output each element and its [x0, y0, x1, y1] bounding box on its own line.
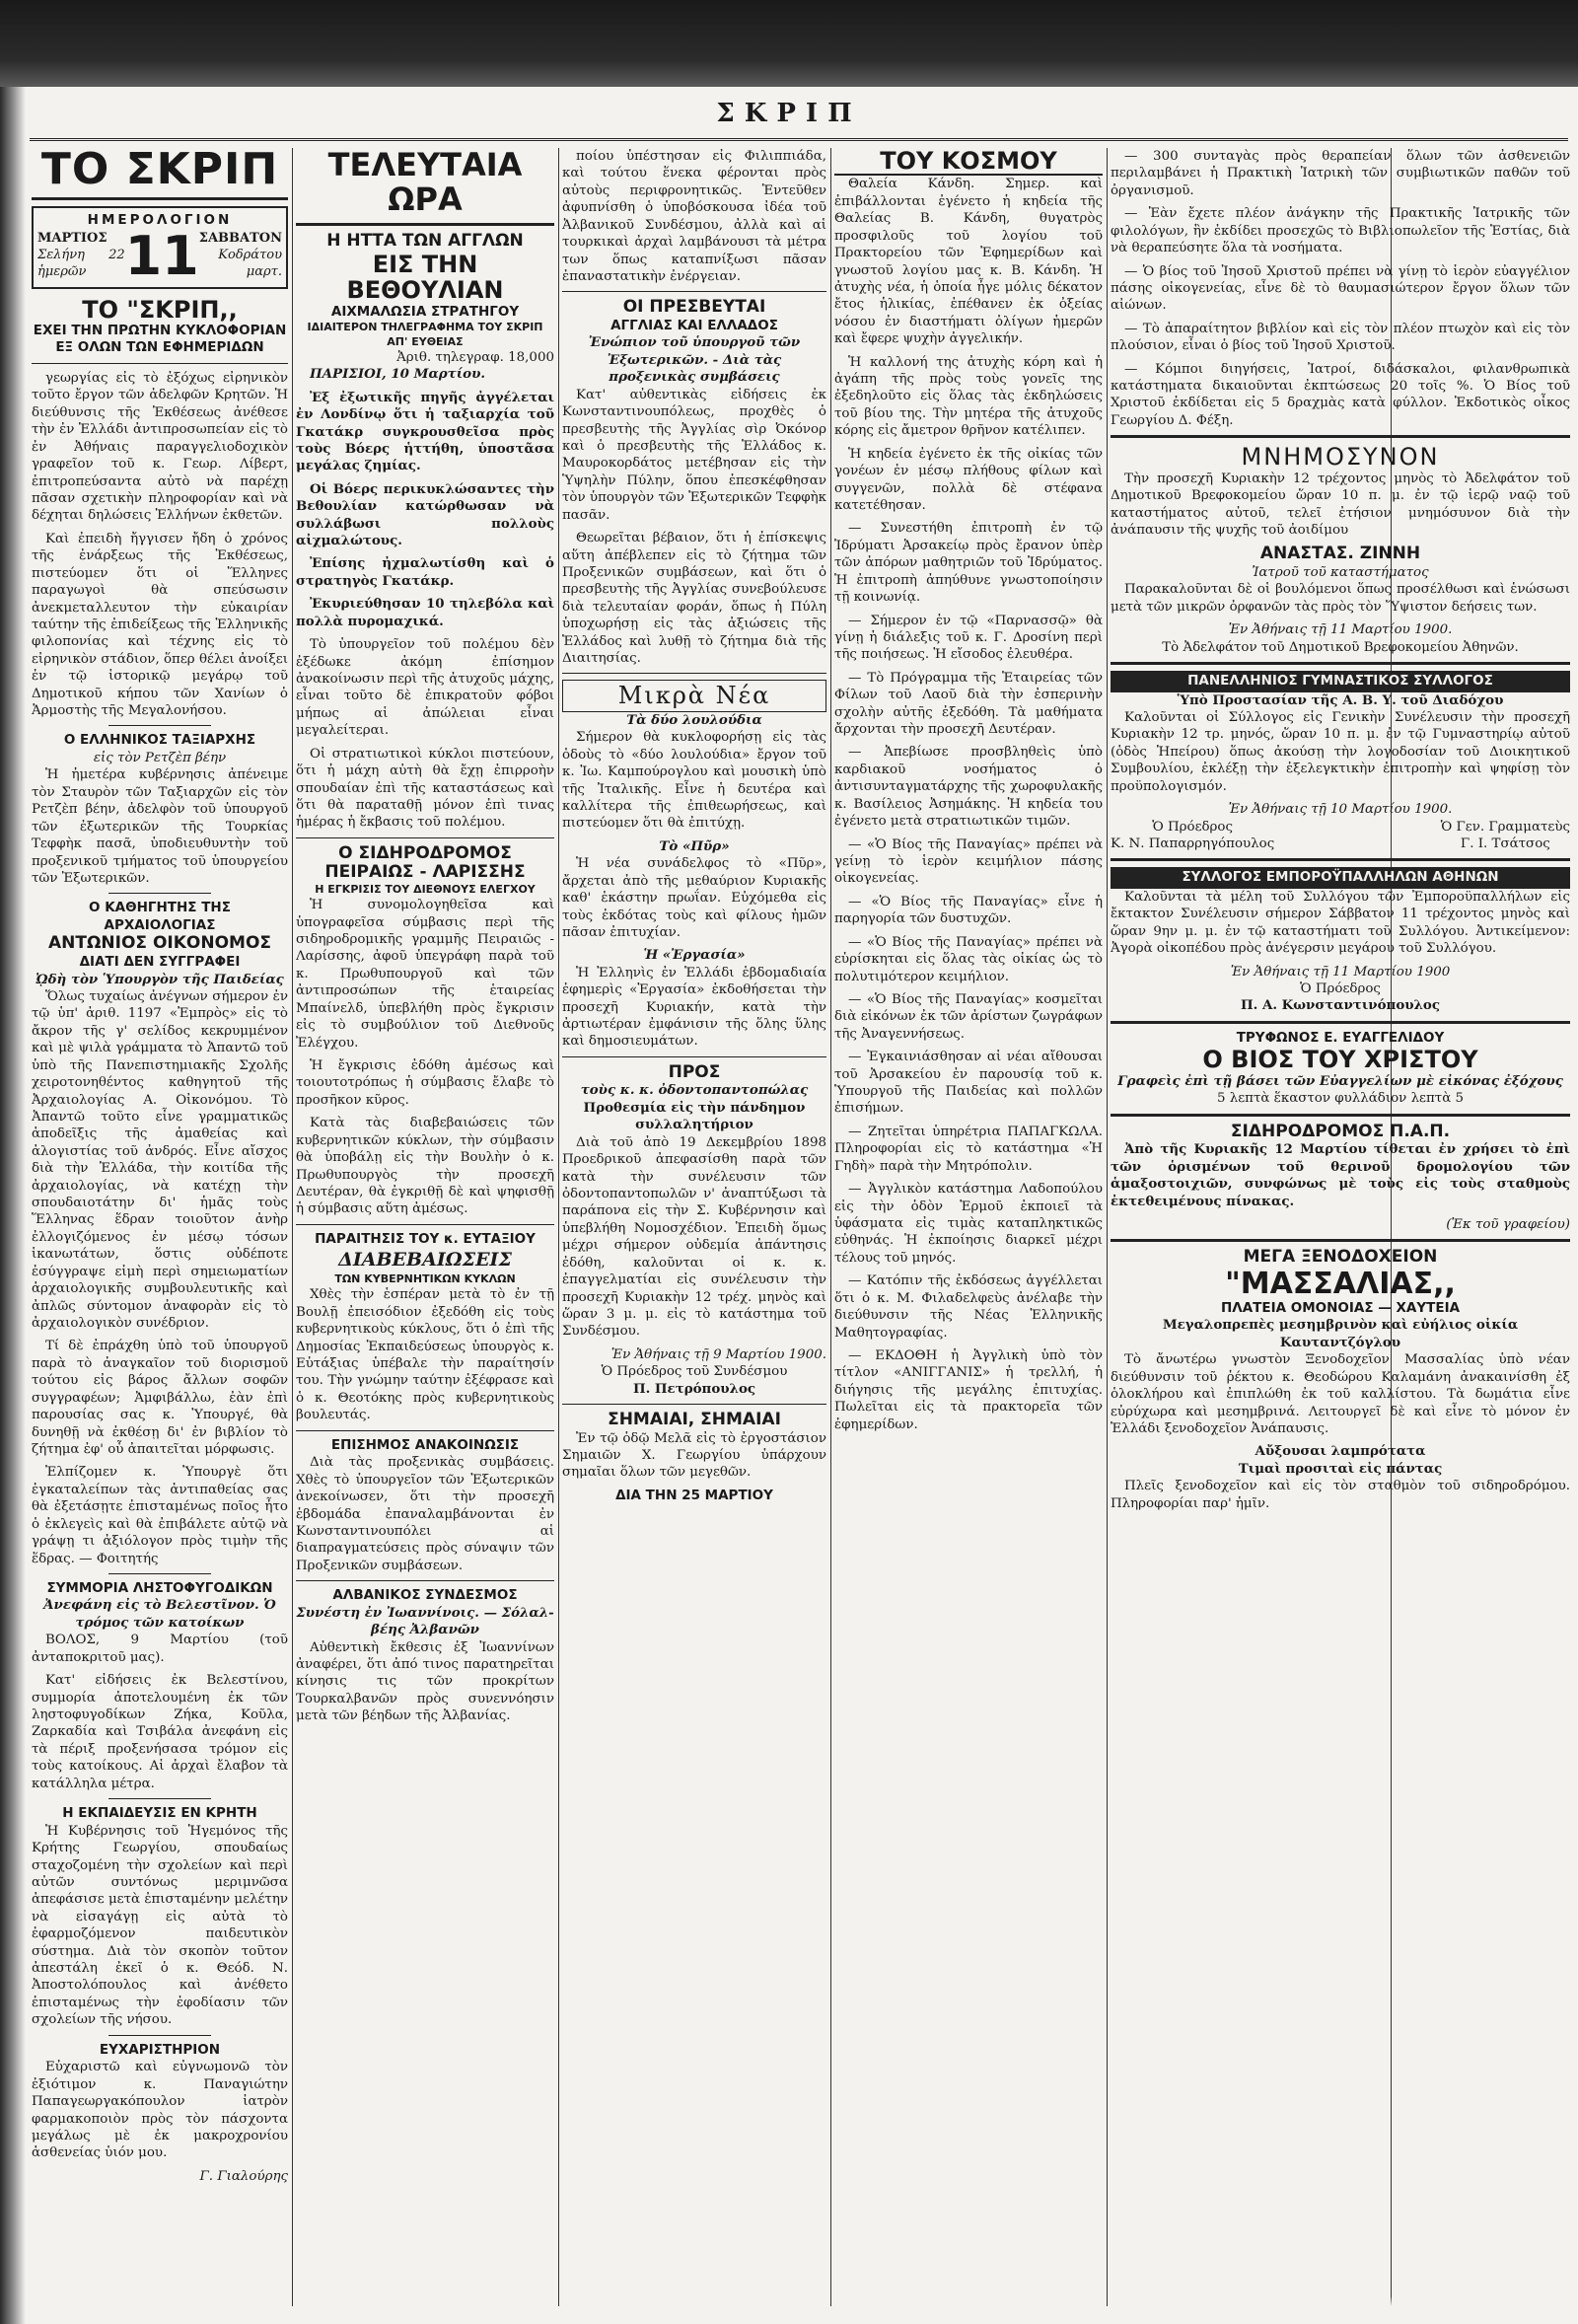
article-heading: ΑΝΤΩΝΙΟΣ ΟΙΚΟΝΟΜΟΣ — [47, 933, 272, 954]
calendar-box — [32, 206, 288, 289]
notice-subheading-2: Προθεσμία εἰς τὴν πάνδημον συλλαλητήριον — [583, 1099, 806, 1133]
article-text: Τί δὲ ἐπράχθη ὑπὸ τοῦ ὑπουργοῦ παρὰ τὸ ἀναγκαῖον τοῦ διορισμοῦ τούτου εἰς βάρος ἄλλων σοφῶν συγγραφέων; Ἀμφιβάλλω, ἐὰν ἐπὶ παρουσίας σας κ. Ὑπουργέ, θὰ δυνηθῇ νὰ ἐκθέσῃ δι' ἐν βιβλίον τὸ ζήτημα ἐφ' οὗ ἀπαιτεῖται μόρφωσις. — [32, 1339, 288, 1457]
article-text: Ἐξ ἐξωτικῆς πηγῆς ἀγγέλεται ἐν Λονδίνῳ ὅτι ἡ ταξιαρχία τοῦ Γκατάκρ συγκρουσθεῖσα πρὸς τοὺς Βόερς ἡττήθη, ὑποστᾶσα μεγάλας ζημίας. — [296, 389, 554, 474]
article-text: Ἡ Κυβέρνησις τοῦ Ἡγεμόνος τῆς Κρήτης Γεωργίου, σπουδαίως σταχοζομένη τὴν σχολείων καὶ περὶ αὐτῶν συντόνως μεριμνῶσα ἀπεφάσισε μετὰ ἐπισταμένην μελέτην νὰ εἰσαγάγῃ εἰς αὐτὰ τὸ ἐφαρμοζόμενον παιδευτικὸν σύστημα. Διὰ τὸν σκοπὸν τοῦτον ἀπεστάλη ἐκεῖ ὁ κ. Θεόδ. Ν. Ἀποστολόπουλος καὶ ἀνέθετο ἐπισταμένως τὴν ἐφοδίασιν τῶν σχολείων τῆς νήσου. — [32, 1823, 288, 2028]
ad-heading: ΣΗΜΑΙΑΙ, ΣΗΜΑΙΑΙ — [608, 1410, 781, 1430]
article-signature: Γ. Γιαλούρης — [199, 2168, 288, 2184]
article-text: Αὐθεντικὴ ἔκθεσις ἐξ Ἰωαννίνων ἀναφέρει, ὅτι ἀπό τινος παρατηρεῖται κίνησις τις τῶν προκρίτων Τουρκαλβανῶν πρὸς συνεννόησιν μετὰ τῶν βέηδων τῆς Ἀλβανίας. — [296, 1639, 554, 1724]
article-subheading-2: ΙΔΙΑΙΤΕΡΟΝ ΤΗΛΕΓΡΑΦΗΜΑ ΤΟΥ ΣΚΡΙΠ ΑΠ' ΕΥΘΕΙΑΣ — [307, 321, 543, 348]
article-text: Ἡ συνομολογηθεῖσα καὶ ὑπογραφεῖσα σύμβασις περὶ τῆς σιδηροδρομικῆς γραμμῆς Πειραιῶς - Λαρίσσης, ἀφοῦ ὑπεγράφη παρὰ τοῦ κ. Πρωθυπουργοῦ καὶ τῶν ἀντιπροσώπων τῆς ἑταιρείας Μπαίνελδ, ὑπεβλήθη πρὸς ἔγκρισιν εἰς τὸ συμβούλιον τοῦ Διεθνοῦς Ἐλέγχου. — [296, 898, 554, 1051]
article-heading: ΕΠΙΣΗΜΟΣ ΑΝΑΚΟΙΝΩΣΙΣ — [330, 1436, 520, 1453]
circulation-headline: ΤΟ "ΣΚΡΙΠ,, — [82, 295, 238, 324]
memorial-role: Ἰατροῦ τοῦ καταστήματος — [1252, 564, 1429, 580]
article-text: Τὸ ὑπουργεῖον τοῦ πολέμου δὲν ἐξέδωκε ἀκόμη ἐπίσημον ἀνακοίνωσιν περὶ τῆς ἀτυχοῦς μάχης, εἶναι τοῦτο δὲ ἐπικρατοῦν φόβοι μήπως αἱ ἀπώλειαι εἶναι μεγαλείτεραι. — [296, 637, 554, 739]
hotel-address: ΠΛΑΤΕΙΑ ΟΜΟΝΟΙΑΣ — ΧΑΥΤΕΙΑ — [1220, 1299, 1461, 1316]
notice-text: Διὰ τοῦ ἀπὸ 19 Δεκεμβρίου 1898 Προεδρικοῦ ἀπεφασίσθη παρὰ τῶν κατὰ τὴν συνέλευσιν τῶν ὀδοντοπαντοπωλῶν ν' ἀναπτύξωσι τὰ παράπονα εἰς τὴν Σ. Κυβέρνησιν καὶ ὑπεβλήθη Νομοσχέδιον. Ἐπειδὴ ὅμως μέχρι σήμερον οὐδεμία ἀπάντησις ἐδόθη, καλοῦνται οἱ κ. κ. ἐπαγγελματίαι εἰς συνέλευσιν τὴν προσεχῆ Κυριακὴν 12 τρέχ. μηνὸς καὶ ὥραν 3 μ. μ. εἰς τὸ κατάστημα τοῦ Συνδέσμου. — [562, 1134, 826, 1340]
notice-signature: Ὁ Γεν. Γραμματεὺς — [1440, 819, 1570, 835]
scan-top-edge — [0, 0, 1578, 87]
memorial-text: Παρακαλοῦνται δὲ οἱ βουλόμενοι ὅπως προσέλθωσι καὶ ἑνώσωσι μετὰ τῶν μικρῶν ὀρφανῶν τὰς πρὸς τὸν Ὕψιστον δεήσεις των. — [1111, 582, 1570, 615]
article-heading: ΟΙ ΠΡΕΣΒΕΥΤΑΙ — [622, 297, 766, 318]
column-divider — [558, 148, 559, 2306]
society-text: Θαλεία Κάνδη. Σημερ. καὶ ἐπιβάλλονται ἐγένετο ἡ κηδεία τῆς Θαλείας Β. Κάνδη, θυγατρὸς προσφιλοῦς τοῦ λογίου τοῦ Πρακτορείου τῶν Ἐφημερίδων καὶ γνωστοῦ λογίου μας κ. Β. Κάνδη. Ἡ ἀτυχὴς νέα, ἡ ὁποία ἦγε μόλις δέκατον ἔτος ἡλικίας, ἐπέθανεν ἐκ ὀξείας νόσου ἐν διαστήματι ὀλίγων ἡμερῶν καὶ ἔφερε ψυχὴν ἀγγελικήν. — [834, 177, 1103, 347]
notice-heading: ΠΡΟΣ — [668, 1061, 721, 1082]
book-title: Ο ΒΙΟΣ ΤΟΥ ΧΡΙΣΤΟΥ — [1202, 1046, 1478, 1074]
calendar-heading: ΗΜΕΡΟΛΟΓΙΟΝ — [87, 212, 233, 228]
article-text: Ἐκυριεύθησαν 10 τηλεβόλα καὶ πολλὰ πυρομαχικά. — [296, 596, 554, 629]
book-subtitle: Γραφεὶς ἐπὶ τῇ βάσει τῶν Εὐαγγελίων μὲ εἰκόνας ἐξόχους — [1117, 1072, 1563, 1089]
article-text: Διὰ τὰς προξενικὰς συμβάσεις. Χθὲς τὸ ὑπουργεῖον τῶν Ἐξωτερικῶν ἀνεκοίνωσεν, ὅτι τὴν προσεχῆ ἑβδομάδα ἐπαναλαμβάνονται ἐν Κωνσταντινουπόλει αἱ διαπραγματεύσεις πρὸς σύναψιν τῶν Προξενικῶν συμβάσεων. — [296, 1455, 554, 1573]
section-heading: ΤΟΥ ΚΟΣΜΟΥ — [834, 148, 1103, 176]
memorial-text: Τὴν προσεχῆ Κυριακὴν 12 τρέχοντος μηνὸς τὸ Ἀδελφάτον τοῦ Δημοτικοῦ Βρεφοκομείου ὥραν 10 π. μ. ἐν τῷ ἱερῷ ναῷ τοῦ καταστήματος αὐτοῦ, τελεῖ ἐτήσιον μνημόσυνον διὰ τὴν ἀνάπαυσιν τῆς ψυχῆς τοῦ ἀοιδίμου — [1111, 471, 1570, 538]
article-subheading: Ἐνώπιον τοῦ ὑπουργοῦ τῶν Ἐξωτερικῶν. - Διὰ τὰς προξενικὰς συμβάσεις — [588, 334, 801, 386]
railway-heading: ΣΙΔΗΡΟΔΡΟΜΟΣ Π.Α.Π. — [1230, 1121, 1451, 1141]
article-dateline: ΠΑΡΙΣΙΟΙ, 10 Μαρτίου. — [310, 366, 486, 383]
article-subheading: Η ΕΓΚΡΙΣΙΣ ΤΟΥ ΔΙΕΘΝΟΥΣ ΕΛΕΓΧΟΥ — [315, 882, 536, 896]
society-text: — Ζητεῖται ὑπηρέτρια ΠΑΠΑΓΚΩΛΑ. Πληροφορίαι εἰς τὸ κατάστημα «Ἡ Γηδὴ» παρὰ τὴν Μητρόπολιν. — [834, 1124, 1103, 1174]
notice-subheading: Ὑπὸ Προστασίαν τῆς Α. Β. Υ. τοῦ Διαδόχου — [1177, 691, 1504, 708]
article-text: Οἱ Βόερς περικυκλώσαντες τὴν Βεθουλίαν κατώρθωσαν νὰ συλλάβωσι πολλοὺς αἰχμαλώτους. — [296, 480, 554, 549]
ad-footer: ΔΙΑ ΤΗΝ 25 ΜΑΡΤΙΟΥ — [615, 1487, 773, 1503]
ad-line: — 300 συνταγὰς πρὸς θεραπείαν ὅλων τῶν ἀσθενειῶν περιλαμβάνει ἡ Πρακτικὴ Ἰατρικὴ τῶν συμβιωτικῶν παθῶν τοῦ ὀργανισμοῦ. — [1111, 149, 1570, 198]
notice-text: Καλοῦνται οἱ Σύλλογος εἰς Γενικὴν Συνέλευσιν τὴν προσεχῆ Κυριακὴν 12 τρ. μηνός, ὥραν 10 π. μ. ἐν τῷ Γυμναστηρίῳ αὐτοῦ (ὁδὸς Ἡπείρου) ὅπως ἀκούσῃ τὴν λογοδοσίαν τοῦ Διοικητικοῦ Συμβουλίου, ἐκλέξῃ τὴν ἐξελεγκτικὴν ἐπιτροπὴν καὶ ψηφίσῃ τὸν προϋπολογισμόν. — [1111, 710, 1570, 794]
railway-text: Ἀπὸ τῆς Κυριακῆς 12 Μαρτίου τίθεται ἐν χρήσει τὸ ἐπὶ τῶν ὁρισμένων τοῦ θερινοῦ δρομολογίου τῶν ἁμαξοστοιχιῶν, συνφώνως μὲ τοὺς εἰς τοὺς σταθμοὺς ἐκτεθειμένους πίνακας. — [1111, 1141, 1570, 1209]
section-banner: ΤΕΛΕΥΤΑΙΑ ΩΡΑ — [327, 148, 523, 219]
notice-signature-name: Π. Πετρόπουλος — [632, 1380, 756, 1397]
telegram-number: Ἀριθ. τηλεγραφ. 18,000 — [396, 349, 554, 365]
article-text: Ἡ ἡμετέρα κυβέρνησις ἀπένειμε τὸν Σταυρὸν τῶν Ταξιαρχῶν εἰς τὸν Ρετζὲπ βέην, ἀδελφὸν τοῦ ὑπουργοῦ τῶν ἐξωτερικῶν τῆς Τουρκίας Τεφφὴκ πασᾶ, ὑποδιευθυντὴν τοῦ προξενικοῦ τμήματος τοῦ ὑπουργείου τῶν Ἐξωτερικῶν. — [32, 767, 288, 886]
news-item-heading: Ἡ «Ἐργασία» — [643, 947, 746, 964]
article-subheading: ΔΙΑΒΕΒΑΙΩΣΕΙΣ — [338, 1249, 512, 1271]
society-text: Ἡ κηδεία ἐγένετο ἐκ τῆς οἰκίας τῶν γονέων ἐν μέσῳ πλήθους φίλων καὶ συγγενῶν, πολλὰ δὲ στέφανα κατετέθησαν. — [834, 446, 1103, 513]
circulation-subhead-2: ΕΞ ΟΛΩΝ ΤΩΝ ΕΦΗΜΕΡΙΔΩΝ — [55, 339, 264, 356]
notice-date: Ἐν Ἀθήναις τῇ 10 Μαρτίου 1900. — [1228, 802, 1453, 818]
hotel-text: Πλεῖς ξενοδοχεῖον καὶ εἰς τὸν σταθμὸν τοῦ σιδηροδρόμου. Πληροφορίαι παρ' ἡμῖν. — [1111, 1479, 1570, 1511]
article-text: γεωργίας εἰς τὸ ἐξόχως εἰρηνικὸν τοῦτο ἔργον τῶν ἀδελφῶν Κρητῶν. Ἡ διεύθυνσις τῆς Ἐκθέσεως ἀνέθεσε τὴν ἐν Ἑλλάδι ἀντιπροσωπείαν εἰς τὸ ἐν Ἀθήναις παραγγελιοδοχικὸν γραφεῖον τοῦ κ. Γεωρ. Λίβερτ, ἐπιτροπεύσαντα αὐτὸ νὰ παρέχῃ πᾶσαν σχετικὴν πληροφορίαν καὶ νὰ δέχηται δηλώσεις Ἑλλήνων ἐκθετῶν. — [32, 371, 288, 524]
notice-signature-name: Γ. Ι. Τσάτσος — [1460, 835, 1550, 851]
article-text: ποίου ὑπέστησαν εἰς Φιλιππιάδα, καὶ τούτου ἕνεκα φέρονται πρὸς αὐτοὺς περιφρονητικῶς. Ἐντεῦθεν ἀφυπνίσθη ὁ ὑποβόσκουσα ἰδέα τοῦ Ἀλβανικοῦ Συνδέσμου, ἀλλὰ καὶ αἱ τουρκικαὶ ἀρχαὶ λαμβάνουσι τὰ μέτρα των ὅπως καταπνίξωσι πᾶσαν ἐπαναστατικὴν ἐνέργειαν. — [562, 149, 826, 284]
circulation-subhead: ΕΧΕΙ ΤΗΝ ΠΡΩΤΗΝ ΚΥΚΛΟΦΟΡΙΑΝ — [33, 322, 287, 338]
hotel-feature: Τιμαὶ προσιταὶ εἰς πάντας — [1238, 1460, 1443, 1477]
news-item-heading: Τὸ «Πῦρ» — [659, 837, 730, 854]
calendar-moon: Σελήνη 22 ἡμερῶν — [37, 248, 125, 279]
society-text: — Συνεστήθη ἐπιτροπὴ ἐν τῷ Ἰδρύματι Ἀρσακείῳ πρὸς ἔρανον ὑπὲρ τῶν ἀπόρων μαθητριῶν τοῦ Ἰδρύματος. Ἡ ἐπιτροπὴ ἀπηύθυνε γνωστοποίησιν τῇ κοινωνίᾳ. — [834, 521, 1103, 606]
society-text: — Ἐγκαινιάσθησαν αἱ νέαι αἴθουσαι τοῦ Ἀρσακείου ἐν παρουσίᾳ τοῦ κ. Ὑπουργοῦ τῆς Παιδείας καὶ πολλῶν ἐπισήμων. — [834, 1050, 1103, 1117]
notice-signature-name: Π. Α. Κωνσταντινόπουλος — [1240, 997, 1441, 1014]
column-2 — [296, 148, 554, 2306]
article-text: Οἱ στρατιωτικοὶ κύκλοι πιστεύουν, ὅτι ἡ μάχη αὐτὴ θὰ ἔχῃ ἐπιρροὴν σπουδαίαν ἐπὶ τῆς καταστάσεως καὶ ὅτι θὰ παραταθῇ μόνον ἐπὶ τινας ἡμέρας ἡ ἔκβασις τοῦ πολέμου. — [296, 746, 554, 831]
news-item-text: Σήμερον θὰ κυκλοφορήσῃ εἰς τὰς ὁδοὺς τὸ «δύο λουλούδια» ἔργον τοῦ κ. Ἰω. Καμπούρογλου καὶ μουσικὴ ὑπὸ τῆς Ἰταλικῆς. Εἶνε ἡ δευτέρα καὶ καλλίτερα τῆς ἐπιθεωρήσεως, καὶ πιστεύομεν ὅτι θὰ ἐπιτύχῃ. — [562, 730, 826, 832]
society-text: — Ἀπεβίωσε προσβληθεὶς ὑπὸ καρδιακοῦ νοσήματος ὁ ἀντισυνταγματάρχης τῆς χωροφυλακῆς κ. Βασίλειος Ἀσημάκης. Ἡ κηδεία του ἐγένετο μετὰ στρατιωτικῶν τιμῶν. — [834, 745, 1103, 830]
column-divider — [292, 148, 293, 2306]
scan-left-edge — [0, 87, 26, 2324]
article-text: Ἐλπίζομεν κ. Ὑπουργὲ ὅτι ἐγκαταλείπων τὰς ἀντιπαθείας σας θὰ ἐξετάσῃτε ἐπισταμένως ποῖος ἦτο ὁ ἐκλεγεὶς καὶ θὰ ἐπιβάλετε αὐτῷ νὰ γράψῃ τι ἀξιόλογον πρὸς τιμὴν τῆς ἕδρας. — Φοιτητής — [32, 1465, 288, 1566]
ad-line: — «Ὁ Βίος τῆς Παναγίας» πρέπει νὰ γείνῃ τὸ ἱερὸν κειμήλιον πάσης οἰκογενείας. — [834, 836, 1103, 887]
society-text: — Κατόπιν τῆς ἐκδόσεως ἀγγέλλεται ὅτι ὁ κ. Μ. Φιλαδελφεὺς ἀνέλαβε τὴν διεύθυνσιν τῆς Νέας Ἑλληνικῆς Μαθητογραφίας. — [834, 1273, 1103, 1341]
memorial-heading: ΜΝΗΜΟΣΥΝΟΝ — [1241, 443, 1440, 472]
memorial-name: ΑΝΑΣΤΑΣ. ΖΙΝΝΗ — [1259, 544, 1421, 564]
calendar-day: 11 — [124, 224, 199, 287]
article-text: Κατὰ τὰς διαβεβαιώσεις τῶν κυβερνητικῶν κύκλων, τὴν σύμβασιν θὰ ὑποβάλῃ εἰς τὴν Βουλὴν ὁ κ. Πρωθυπουργὸς τὴν προσεχῆ Δευτέραν, θὰ ἐγκριθῇ δὲ καὶ ψηφισθῇ ἡ σύμβασις αὕτη ἀμέσως. — [296, 1116, 554, 1217]
article-text: Κατ' εἰδήσεις ἐκ Βελεστίνου, συμμορία ἀποτελουμένη ἐκ τῶν ληστοφυγοδίκων Ζήκα, Κοῦλα, Ζαρκαδία καὶ Τσιβάλα ἀνεφάνη εἰς τὰ πέριξ προξενήσασα τρόμον εἰς τοὺς κατοίκους. Αἱ ἀρχαὶ ἔλαβον τὰ κατάλληλα μέτρα. — [32, 1673, 288, 1791]
article-subheading: ΔΙΑΤΙ ΔΕΝ ΣΥΓΓΡΑΦΕΙ — [79, 954, 241, 971]
article-text: Κατ' αὐθεντικὰς εἰδήσεις ἐκ Κωνσταντινουπόλεως, προχθὲς ὁ πρεσβευτὴς τῆς Ἀγγλίας σὶρ Ὀκόνορ καὶ ὁ πρεσβευτὴς τῆς Ἑλλάδος κ. Μαυροκορδάτος μετέβησαν εἰς τὴν Ὑψηλὴν Πύλην, ὅπου ἐπεσκέφθησαν τὸν ὑπουργὸν τῶν Ἐξωτερικῶν Τεφφὴκ πασᾶν. — [562, 387, 826, 523]
ad-line: — Ὁ βίος τοῦ Ἰησοῦ Χριστοῦ πρέπει νὰ γίνῃ τὸ ἱερὸν εὐαγγέλιον πάσης οἰκογενείας, εἶνε δὲ τὸ θαυμασιώτερον ἔργον ὅλων τῶν αἰώνων. — [1111, 263, 1570, 314]
article-text: Ὅλως τυχαίως ἀνέγνων σήμερον ἐν τῷ ὑπ' ἀριθ. 1197 «Ἐμπρὸς» εἰς τὸ ἄκρον τῆς γ' σελίδος κεκρυμμένον καὶ μὲ ψιλὰ γράμματα τὸ Ἀπαντῶ τοῦ ὑπὸ τῆς Πανεπιστημιακῆς Σχολῆς χειροτονηθέντος καθηγητοῦ τῆς Ἀρχαιολογίας Α. Οἰκονόμου. Τὸ Ἀπαντῶ τοῦτο εἶνε γραμματικῶς ἀποδεῖξις τῆς ἀμαθείας καὶ ἀλογιστίας τοῦ ἀνδρός. Εἶνε αἴσχος διὰ τὴν Ἑλλάδα, τὴν κοιτίδα τῆς ἀρχαιολογίας, νὰ κατέχῃ τὴν σπουδαιοτάτην δι' ἡμᾶς τοὺς Ἕλληνας ἕδραν τοιοῦτον ἀνὴρ ἐλλογιζόμενος ἐν μέσῳ τόσων ἱκανωτάτων, ὅστις οὐδέποτε ἐσύγγραψε εἰμὴ περὶ σημειωματίων ἀρχαιολογικῆς συμβουλευτικῆς καὶ ἀπλῶς σύντομον ἀναφορὰν εἰς τὸ ἀρχαιολογικὸν συνέδριον. — [32, 989, 288, 1332]
article-heading-2: ΑΓΓΛΙΑΣ ΚΑΙ ΕΛΛΑΔΟΣ — [610, 317, 778, 333]
article-heading: ΕΥΧΑΡΙΣΤΗΡΙΟΝ — [99, 2041, 221, 2058]
article-subheading: εἰς τὸν Ρετζὲπ βέην — [93, 751, 227, 766]
article-text: Ἐπίσης ἠχμαλωτίσθη καὶ ὁ στρατηγὸς Γκατάκρ. — [296, 555, 554, 589]
news-item-text: Ἡ Ἐλληνὶς ἐν Ἑλλάδι ἑβδομαδιαία ἐφημερὶς «Ἐργασία» ἐκδοθήσεται τὴν προσεχῆ Κυριακήν, κατὰ τὴν ἀρτιωτέραν ἐμφάνισιν τῆς ὅλης ὕλης καὶ δημοσιευμάτων. — [562, 965, 826, 1050]
society-text: — Τὸ Πρόγραμμα τῆς Ἑταιρείας τῶν Φίλων τοῦ Λαοῦ διὰ τὴν ἐσπερινὴν σχολὴν αὐτῆς ἐξεδόθη. Τὰ μαθήματα ἄρχονται τὴν προσεχῆ Δευτέραν. — [834, 670, 1103, 738]
society-text: — Ἀγγλικὸν κατάστημα Λαδοπούλου εἰς τὴν ὁδὸν Ἑρμοῦ ἐκποιεῖ τὰ ὑφάσματα εἰς τιμὰς καταπληκτικῶς εὐθηνάς. Ἡ ἐκποίησις διαρκεῖ μέχρι τέλους τοῦ μηνός. — [834, 1182, 1103, 1266]
notice-date: Ἐν Ἀθήναις τῇ 11 Μαρτίου 1900 — [1230, 964, 1451, 980]
notice-signature: Ὁ Πρόεδρος — [1300, 981, 1381, 997]
calendar-month: ΜΑΡΤΙΟΣ — [37, 231, 108, 247]
section-heading: Μικρὰ Νέα — [562, 680, 826, 711]
column-3 — [562, 148, 826, 2306]
ad-line: — «Ὁ Βίος τῆς Παναγίας» κοσμεῖται διὰ εἰκόνων ἐκ τῶν ἀρίστων ζωγράφων τῆς Ἀναγεννήσεως. — [834, 991, 1103, 1042]
article-kicker: Ο ΚΑΘΗΓΗΤΗΣ ΤΗΣ ΑΡΧΑΙΟΛΟΓΙΑΣ — [89, 900, 231, 933]
ad-line: — Κόμποι διηγήσεις, Ἰατροί, διδάσκαλοι, φιλανθρωπικὰ κατάστηματα δικαιοῦνται ἐκπτώσεως 20 τοῖς %. Ὁ Βίος τοῦ Χριστοῦ ἐκδίδεται εἰς 5 δραχμὰς κατὰ φύλλον. Ἐκδοτικὸς οἶκος Γεωργίου Δ. Φέξη. — [1111, 361, 1570, 428]
notice-date: Ἐν Ἀθήναις τῇ 9 Μαρτίου 1900. — [610, 1346, 826, 1362]
society-text: — Σήμερον ἐν τῷ «Παρνασσῷ» θὰ γίνῃ ἡ διάλεξις τοῦ κ. Γ. Δροσίνη περὶ τῆς ποιήσεως. Ἡ εἴσοδος ἐλευθέρα. — [834, 613, 1103, 663]
calendar-weekday: ΣΑΒΒΑΤΟΝ — [198, 231, 282, 247]
notice-heading: ΠΑΝΕΛΛΗΝΙΟΣ ΓΥΜΝΑΣΤΙΚΟΣ ΣΥΛΛΟΓΟΣ — [1111, 671, 1570, 692]
column-divider — [1107, 148, 1108, 2306]
column-divider — [830, 148, 831, 2306]
article-text: Ἡ ἔγκρισις ἐδόθη ἀμέσως καὶ τοιουτοτρόπως ἡ σύμβασις ἔλαβε τὸ προσῆκον κῦρος. — [296, 1058, 554, 1108]
ad-line: — Τὸ ἀπαραίτητον βιβλίον καὶ εἰς τὸν πλέον πτωχὸν καὶ εἰς τὸν πλούσιον, εἶναι ὁ βίος τοῦ Ἰησοῦ Χριστοῦ. — [1111, 321, 1570, 354]
article-heading: Ο ΣΙΔΗΡΟΔΡΟΜΟΣ — [338, 842, 512, 863]
column-4 — [834, 148, 1103, 2306]
memorial-signature: Τὸ Ἀδελφάτον τοῦ Δημοτικοῦ Βρεφοκομείου Ἀθηνῶν. — [1162, 639, 1519, 655]
memorial-date: Ἐν Ἀθήναις τῇ 11 Μαρτίου 1900. — [1228, 622, 1453, 638]
article-text: Χθὲς τὴν ἑσπέραν μετὰ τὸ ἐν τῇ Βουλῇ ἐπεισόδιον ἐξεδόθη εἰς τοὺς κυβερνητικοὺς κύκλους, ὅτι ὁ ἐπὶ τῆς Δημοσίας Ἐκπαιδεύσεως ὑπουργὸς κ. Εὐτάξιας ὑπέβαλε τὴν παραίτησίν του. Τὴν γνώμην ταύτην ἐξέφρασε καὶ ὁ κ. Θεοτόκης πρὸς κυβερνητικοὺς βουλευτάς. — [296, 1287, 554, 1423]
article-subheading: ΑΙΧΜΑΛΩΣΙΑ ΣΤΡΑΤΗΓΟΥ — [330, 303, 520, 320]
article-heading: ΑΛΒΑΝΙΚΟΣ ΣΥΝΔΕΣΜΟΣ — [332, 1587, 518, 1604]
society-text: — ΕΚΔΟΘΗ ἡ Ἀγγλικὴ ὑπὸ τὸν τίτλον «ΑΝΙΓΓΑΝΙΣ» ἡ τρελλή, ἡ διήγησις τῆς μεγάλης ἐπιτυχίας. Πωλεῖται εἰς τὰ πρακτορεῖα τῶν ἐφημερίδων. — [834, 1347, 1103, 1432]
book-price: 5 λεπτὰ ἕκαστον φυλλάδιον λεπτὰ 5 — [1216, 1091, 1465, 1107]
notice-signature-name: Κ. Ν. Παπαρρηγόπουλος — [1111, 835, 1275, 851]
article-text: Καὶ ἐπειδὴ ἤγγισεν ἤδη ὁ χρόνος τῆς ἐνάρξεως τῆς Ἐκθέσεως, πιστεύομεν ὅτι οἱ Ἕλληνες παραγωγοὶ θὰ σπεύσωσιν ἀνεκμεταλλευτον τὴν εὐκαιρίαν ταύτην τῆς ἐπιδείξεως τῆς Ἑλληνικῆς φιλοπονίας καὶ τέχνης εἰς τὸ εἰρηνικὸν στάδιον, ὅπερ θέλει ἀνοίξει ἐν τῷ ἱστορικῷ μεγάρῳ τοῦ Δημοτικοῦ κήπου τῶν Χανίων ὁ Ἁρμοστὴς τῆς Μεγαλονήσου. — [32, 531, 288, 719]
article-subheading: Συνέστη ἐν Ἰωαννίνοις. — Σόλαλ-βέης Ἀλβανῶν — [296, 1604, 554, 1638]
article-text: Θεωρεῖται βέβαιον, ὅτι ἡ ἐπίσκεψις αὕτη ἀπέβλεπεν εἰς τὸ ζήτημα τῶν Προξενικῶν συμβάσεων, καὶ ὅτι ὁ πρεσβευτὴς τῆς Ἀγγλίας συνεβούλευσε διὰ τελευταίαν φοράν, ὅπως ἡ Πύλη ὑποχωρήσῃ εἰς τὰς ἀξιώσεις τῆς Ἑλλάδος καὶ λυθῇ τὸ ζήτημα διὰ τῆς Διαιτησίας. — [562, 531, 826, 667]
hotel-text: Τὸ ἄνωτέρω γνωστὸν Ξενοδοχεῖον Μασσαλίας ὑπὸ νέαν διεύθυνσιν τοῦ ῥέκτου κ. Θεοδώρου Καλαμάνη ἀνακαινίσθη ἐξ ὁλοκλήρου καὶ ἐπιπλώθη ἐκ τοῦ καλλίστου. Τὰ δωμάτια εἶνε εὐρύχωρα καὶ μεσημβρινά. Λειτουργεῖ δὲ καὶ εἶνε τὸ μόνον ἐν Ἑλλάδι ξενοδοχεῖον Ἀνάπαυσις. — [1111, 1352, 1570, 1436]
notice-text: Καλοῦνται τὰ μέλη τοῦ Συλλόγου τῶν Ἐμποροϋπαλλήλων εἰς ἔκτακτον Συνέλευσιν σήμερον Σάββατον 11 τρέχοντος μηνὸς καὶ ὥραν 9ην μ. μ. ἐν τῷ καταστήματι τοῦ Συλλόγου. Ἀντικείμενον: Ἀγορὰ οἰκοπέδου πρὸς ἀνέγερσιν μεγάρου τοῦ Συλλόγου. — [1111, 889, 1570, 957]
notice-subheading: τοὺς κ. κ. ὀδοντοπαντοπώλας — [580, 1082, 809, 1099]
article-dateline: ΒΟΛΟΣ, 9 Μαρτίου (τοῦ ἀνταποκριτοῦ μας). — [32, 1633, 288, 1665]
column-1 — [32, 148, 288, 2306]
column-5-announcements — [1111, 148, 1570, 2306]
article-subheading-2: ᾨδὴ τὸν Ὑπουργὸν τῆς Παιδείας — [36, 971, 284, 987]
article-subheading-2: ΤΩΝ ΚΥΒΕΡΝΗΤΙΚΩΝ ΚΥΚΛΩΝ — [334, 1272, 516, 1286]
notice-signature: Ὁ Πρόεδρος — [1152, 819, 1233, 835]
masthead-word: ΣΚΡΙΠ — [716, 99, 862, 128]
hotel-tagline: Μεγαλοπρεπὲς μεσημβρινὸν καὶ εὐήλιος οἰκία Καυταντζόγλου — [1162, 1317, 1519, 1350]
notice-signature: Ὁ Πρόεδρος τοῦ Συνδέσμου — [601, 1364, 788, 1380]
notice-heading: ΣΥΛΛΟΓΟΣ ΕΜΠΟΡΟΫΠΑΛΛΗΛΩΝ ΑΘΗΝΩΝ — [1111, 867, 1570, 889]
article-heading: Η ΕΚΠΑΙΔΕΥΣΙΣ ΕΝ ΚΡΗΤΗ — [62, 1805, 257, 1822]
hotel-name: "ΜΑΣΣΑΛΙΑΣ,, — [1225, 1266, 1456, 1301]
article-subheading: Ἀνεφάνη εἰς τὸ Βελεστῖνον. Ὁ τρόμος τῶν κατοίκων — [43, 1597, 276, 1631]
article-heading: ΠΑΡΑΙΤΗΣΙΣ ΤΟΥ κ. ΕΥΤΑΞΙΟΥ — [315, 1230, 536, 1247]
article-heading-2: ΕΙΣ ΤΗΝ ΒΕΘΟΥΛΙΑΝ — [346, 250, 504, 305]
news-item-heading: Τὰ δύο λουλούδια — [626, 711, 762, 728]
article-heading: ΣΥΜΜΟΡΙΑ ΛΗΣΤΟΦΥΓΟΔΙΚΩΝ — [46, 1579, 273, 1596]
article-heading: Ο ΕΛΛΗΝΙΚΟΣ ΤΑΞΙΑΡΧΗΣ — [63, 732, 256, 749]
society-text: Ἡ καλλονή της ἀτυχὴς κόρη καὶ ἡ ἀγάπη τῆς πρὸς τοὺς γονεῖς της ἐξεδηλοῦτο εἰς ὅλας τὰς ἐκδηλώσεις τοῦ βίου της. Τὴν μητέρα τῆς ἀτυχοῦς κόρης εἰς ἄμετρον θρῆνον κατέλιπεν. — [834, 354, 1103, 439]
ad-line: — «Ὁ Βίος τῆς Παναγίας» πρέπει νὰ εὑρίσκηται εἰς ὅλας τὰς οἰκίας ὡς τὸ πολυτιμότερον κειμήλιον. — [834, 934, 1103, 984]
hotel-kicker: ΜΕΓΑ ΞΕΝΟΔΟΧΕΙΟΝ — [1243, 1247, 1438, 1268]
ad-text: Ἐν τῷ ὁδῷ Μελᾶ εἰς τὸ ἐργοστάσιον Σημαιῶν Χ. Γεωργίου ὑπάρχουν σημαῖαι ὅλων τῶν μεγεθῶν. — [562, 1430, 826, 1481]
calendar-saint: Κοδράτου μαρτ. — [218, 248, 282, 279]
article-text: Εὐχαριστῶ καὶ εὐγνωμονῶ τὸν ἐξιότιμον κ. Παναγιώτην Παπαγεωργακόπουλον ἰατρὸν φαρμακοποιὸν πρὸς τὸν πάσχοντα μεγάλως μὲ ἐκ μακροχρονίου ἀσθενείας ὑιόν μου. — [32, 2060, 288, 2161]
article-heading: Η ΗΤΤΑ ΤΩΝ ΑΓΓΛΩΝ — [326, 231, 524, 252]
news-item-text: Ἡ νέα συνάδελφος τὸ «Πῦρ», ἄρχεται ἀπὸ τῆς μεθαύριον Κυριακῆς καθ' ἑκάστην πρωΐαν. Εὐχόμεθα εἰς τοὺς ἐκδότας τοὺς καὶ φίλους ἡμῶν πᾶσαν ἐπιτυχίαν. — [562, 856, 826, 940]
newspaper-title: ΤΟ ΣΚΡΙΠ — [40, 148, 279, 194]
article-heading-2: ΠΕΙΡΑΙΩΣ - ΛΑΡΙΣΣΗΣ — [324, 862, 526, 883]
ad-line: — Ἐὰν ἔχετε πλέον ἀνάγκην τῆς Πρακτικῆς Ἰατρικῆς τῶν φιλολόγων, ἣν ἐκδίδει προσεχῶς τὸ Βιβλιοπωλεῖον τῆς Ἑστίας, διὰ νὰ θεραπεύσητε ὅλα τὰ νοσήματα. — [1111, 206, 1570, 256]
hotel-feature: Αὔξουσαι λαμπρότατα — [1255, 1443, 1426, 1460]
railway-signature: (Ἐκ τοῦ γραφείου) — [1446, 1216, 1570, 1232]
book-author: ΤΡΥΦΩΝΟΣ Ε. ΕΥΑΓΓΕΛΙΔΟΥ — [1236, 1029, 1445, 1046]
page-rule — [30, 138, 1568, 141]
ad-line: — «Ὁ Βίος τῆς Παναγίας» εἶνε ἡ παρηγορία τῶν δυστυχῶν. — [834, 894, 1103, 927]
